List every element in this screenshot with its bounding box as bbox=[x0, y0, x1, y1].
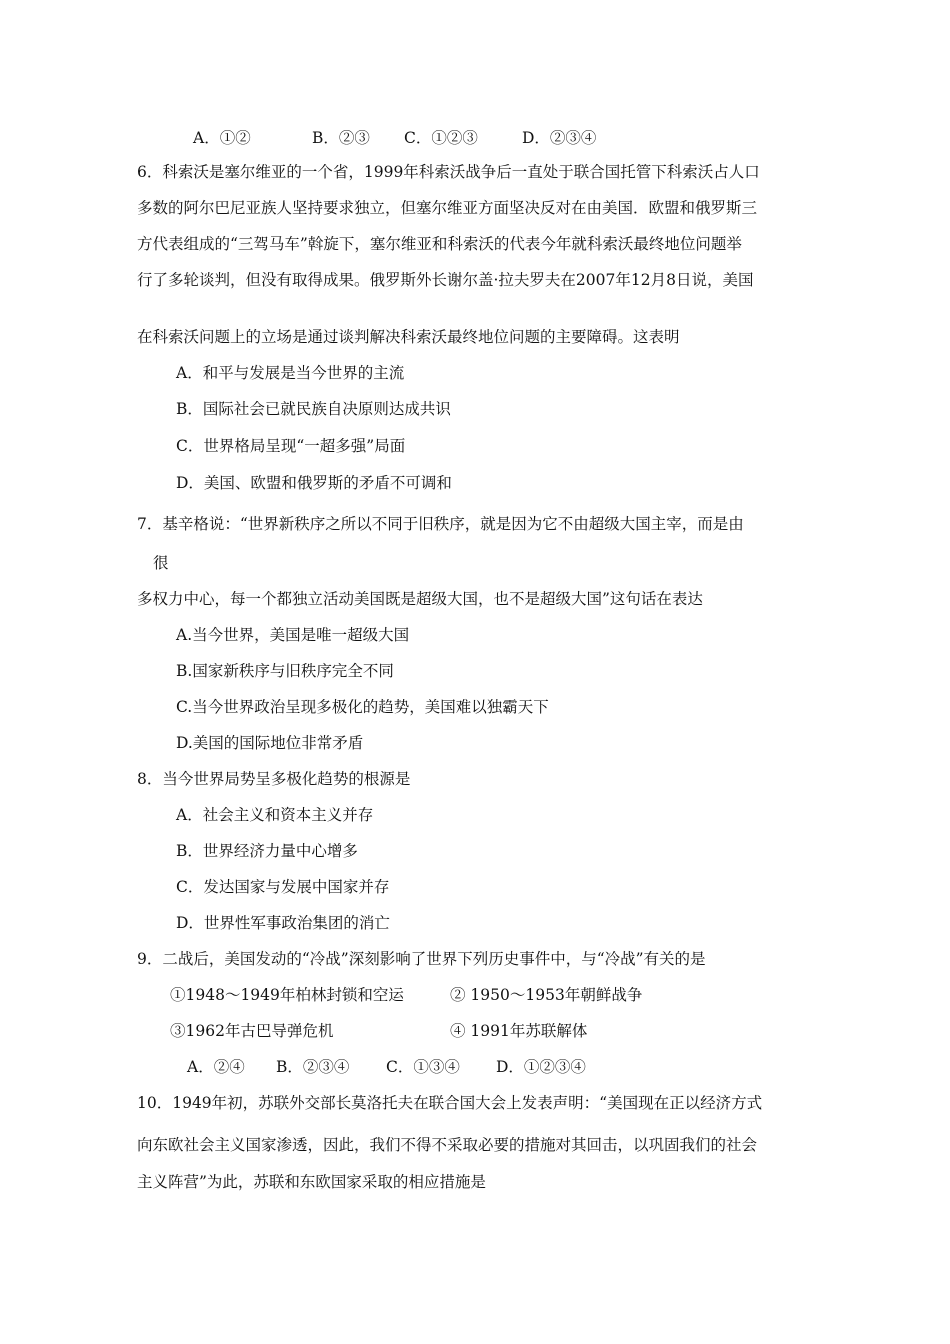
q8-option-c: C．发达国家与发展中国家并存 bbox=[176, 878, 390, 896]
q10-stem-line-3: 主义阵营”为此，苏联和东欧国家采取的相应措施是 bbox=[137, 1173, 486, 1191]
q9-option-c: C．①③④ bbox=[386, 1058, 460, 1076]
q10-stem-line-1: 10．1949年初，苏联外交部长莫洛托夫在联合国大会上发表声明：“美国现在正以经济方式 bbox=[137, 1094, 763, 1112]
q7-option-c: C.当今世界政治呈现多极化的趋势，美国难以独霸天下 bbox=[176, 698, 549, 716]
q7-stem-line-2: 很 bbox=[153, 554, 169, 572]
q6-option-a: A．和平与发展是当今世界的主流 bbox=[176, 364, 405, 382]
q5-option-d: D．②③④ bbox=[522, 129, 597, 147]
q5-option-b: B．②③ bbox=[312, 129, 370, 147]
q6-stem-line-3: 方代表组成的“三驾马车”斡旋下，塞尔维亚和科索沃的代表今年就科索沃最终地位问题举 bbox=[137, 235, 742, 253]
q8-option-d: D．世界性军事政治集团的消亡 bbox=[176, 914, 390, 932]
q6-stem-line-2: 多数的阿尔巴尼亚族人坚持要求独立，但塞尔维亚方面坚决反对在由美国．欧盟和俄罗斯三 bbox=[137, 199, 758, 217]
q9-option-d: D．①②③④ bbox=[496, 1058, 586, 1076]
q6-option-c: C．世界格局呈现“一超多强”局面 bbox=[176, 437, 406, 455]
q5-options-row bbox=[0, 128, 950, 148]
q9-item-1: ①1948～1949年柏林封锁和空运 bbox=[170, 986, 404, 1004]
q5-option-a: A．①② bbox=[193, 129, 251, 147]
q10-stem-line-2: 向东欧社会主义国家渗透，因此，我们不得不采取必要的措施对其回击，以巩固我们的社会 bbox=[137, 1136, 758, 1154]
q9-item-2: ② 1950～1953年朝鲜战争 bbox=[450, 986, 643, 1004]
q8-stem: 8．当今世界局势呈多极化趋势的根源是 bbox=[137, 770, 411, 788]
q9-stem: 9．二战后，美国发动的“冷战”深刻影响了世界下列历史事件中，与“冷战”有关的是 bbox=[137, 950, 706, 968]
q6-stem-line-1: 6．科索沃是塞尔维亚的一个省，1999年科索沃战争后一直处于联合国托管下科索沃占人口 bbox=[137, 163, 760, 181]
q5-option-c: C．①②③ bbox=[404, 129, 478, 147]
q6-stem-line-5: 在科索沃问题上的立场是通过谈判解决科索沃最终地位问题的主要障碍。这表明 bbox=[137, 328, 680, 346]
q7-stem-line-3: 多权力中心，每一个都独立活动美国既是超级大国，也不是超级大国”这句话在表达 bbox=[137, 590, 703, 608]
q6-stem-line-4: 行了多轮谈判，但没有取得成果。俄罗斯外长谢尔盖·拉夫罗夫在2007年12月8日说，美国 bbox=[137, 271, 754, 289]
q7-option-a: A.当今世界，美国是唯一超级大国 bbox=[176, 626, 410, 644]
q9-option-b: B．②③④ bbox=[276, 1058, 350, 1076]
q7-option-d: D.美国的国际地位非常矛盾 bbox=[176, 734, 364, 752]
q8-option-a: A．社会主义和资本主义并存 bbox=[176, 806, 374, 824]
q9-option-a: A．②④ bbox=[187, 1058, 245, 1076]
q9-options-row bbox=[0, 1057, 950, 1077]
q6-option-d: D．美国、欧盟和俄罗斯的矛盾不可调和 bbox=[176, 474, 452, 492]
q6-option-b: B．国际社会已就民族自决原则达成共识 bbox=[176, 400, 451, 418]
q7-stem-line-1: 7．基辛格说：“世界新秩序之所以不同于旧秩序，就是因为它不由超级大国主宰，而是由 bbox=[137, 515, 744, 533]
q9-item-4: ④ 1991年苏联解体 bbox=[450, 1022, 588, 1040]
q9-item-3: ③1962年古巴导弹危机 bbox=[170, 1022, 334, 1040]
q7-option-b: B.国家新秩序与旧秩序完全不同 bbox=[176, 662, 394, 680]
q8-option-b: B．世界经济力量中心增多 bbox=[176, 842, 358, 860]
